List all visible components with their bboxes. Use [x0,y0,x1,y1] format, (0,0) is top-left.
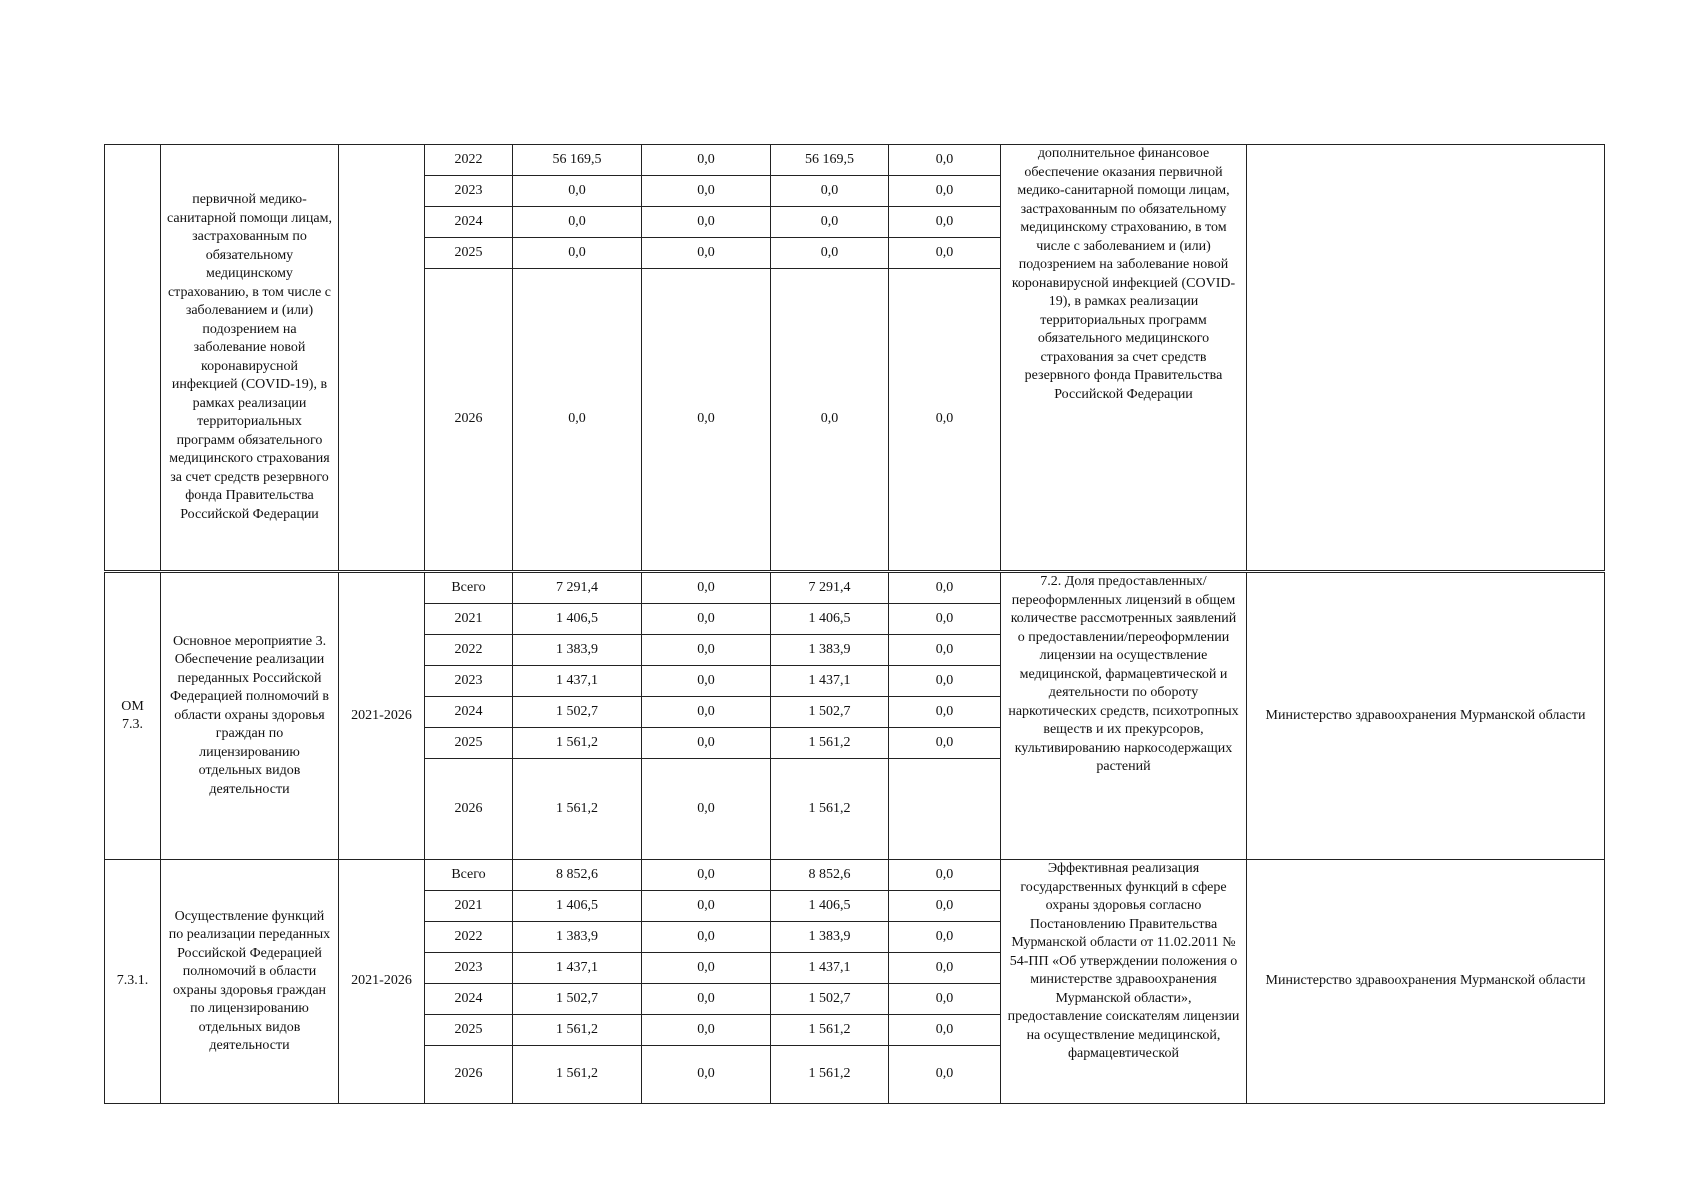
period-cell-text: 2021-2026 [351,973,412,989]
finance-c2-cell-text: 1 406,5 [808,610,851,626]
finance-total-cell [512,268,642,571]
activity-name-cell [160,144,339,571]
finance-c1-cell [641,572,771,604]
finance-total-cell [512,237,642,269]
finance-c3-cell-text: 0,0 [935,672,954,688]
finance-c1-cell-text: 0,0 [697,897,715,913]
finance-c3-cell-text: 0,0 [935,959,954,975]
finance-total-cell-text: 1 406,5 [556,610,598,626]
finance-c1-cell-text: 0,0 [697,990,715,1006]
finance-total-cell-text: 0,0 [568,411,586,427]
finance-c1-cell [641,1045,771,1104]
finance-total-cell-text: 0,0 [568,244,586,260]
finance-c2-cell [770,603,889,635]
finance-c2-cell [770,1045,889,1104]
finance-c2-cell-text: 1 561,2 [808,800,851,816]
finance-total-cell [512,1045,642,1104]
finance-total-cell-text: 1 383,9 [556,928,598,944]
finance-total-cell [512,921,642,953]
finance-c2-cell [770,665,889,697]
finance-c1-cell-text: 0,0 [697,866,715,882]
result-cell-text: Эффективная реализация государственных функций в сфере охраны здоровья согласно Постановлению Правительства Мурманской области от 11.02.2011 № 54-ПП «Об утверждении положения о министерстве здравоохранения Мурманской области», предоставление соискателям лицензии на осуществление медицинской, фармацевтической [1007,861,1240,1061]
finance-total-cell [512,952,642,984]
finance-c3-cell-text: 0,0 [935,641,954,657]
finance-c2-cell [770,144,889,176]
finance-year-cell-text: 2024 [454,703,483,719]
finance-c1-cell [641,859,771,891]
finance-c2-cell [770,175,889,207]
finance-c3-cell [888,1045,1001,1104]
finance-c2-cell-text: 1 383,9 [808,928,851,944]
finance-c3-cell [888,572,1001,604]
finance-c1-cell [641,665,771,697]
finance-c3-cell [888,696,1001,728]
activity-name-cell-text: Осуществление функций по реализации переданных Российской Федерацией полномочий в области охраны здоровья граждан по лицензированию отдельных видов деятельности [168,908,331,1053]
finance-c2-cell-text: 1 437,1 [808,959,851,975]
finance-c3-cell-text: 0,0 [935,213,954,229]
finance-c1-cell [641,758,771,860]
finance-c2-cell [770,952,889,984]
finance-c1-cell-text: 0,0 [697,244,715,260]
finance-c1-cell-text: 0,0 [697,610,715,626]
finance-year-cell [424,175,513,207]
result-cell-text: дополнительное финансовое обеспечение оказания первичной медико-санитарной помощи лицам, застрахованным по обязательному медицинскому страхованию, в том числе с заболеванием и (или) подозрением на заболевание новой коронавирусной инфекцией (COVID-19), в рамках реализации территориальных программ обязательного медицинского страхования за счет средств резервного фонда Правительства Российской Федерации [1011,146,1236,402]
finance-year-cell-text: 2025 [454,1021,483,1037]
row-code-cell [104,572,161,860]
finance-year-cell [424,144,513,176]
finance-c2-cell-text: 56 169,5 [805,151,854,167]
finance-c2-cell [770,859,889,891]
executor-cell-text: Министерство здравоохранения Мурманской области [1265,707,1586,723]
finance-c3-cell-text: 0,0 [935,897,954,913]
finance-year-cell-text: 2023 [454,959,483,975]
finance-year-cell [424,268,513,571]
finance-year-cell [424,1014,513,1046]
finance-c3-cell [888,983,1001,1015]
finance-c2-cell-text: 0,0 [820,411,839,427]
finance-c3-cell-text: 0,0 [935,244,954,260]
executor-cell [1246,144,1605,571]
finance-total-cell-text: 1 383,9 [556,641,598,657]
finance-year-cell-text: 2021 [454,610,483,626]
finance-c1-cell-text: 0,0 [697,1066,715,1082]
finance-c3-cell-text: 0,0 [935,610,954,626]
finance-year-cell-text: 2026 [454,1066,483,1082]
finance-c2-cell [770,206,889,238]
finance-year-cell [424,983,513,1015]
finance-c2-cell [770,983,889,1015]
activity-name-cell-text: первичной медико-санитарной помощи лицам, застрахованным по обязательному медицинскому страхованию, в том числе с заболеванием и (или) подозрением на заболевание новой коронавирусной инфекцией (COVID-19), в рамках реализации территориальных программ обязательного медицинского страхования за счет средств резервного фонда Правительства Российской Федерации [167,192,332,522]
finance-total-cell-text: 0,0 [568,213,586,229]
finance-total-cell-text: 1 561,2 [556,1066,598,1082]
finance-year-cell [424,727,513,759]
finance-total-cell [512,758,642,860]
finance-year-cell-text: Всего [451,579,486,595]
activity-name-cell [160,572,339,860]
finance-c1-cell [641,175,771,207]
finance-total-cell-text: 1 502,7 [556,703,598,719]
finance-c1-cell [641,696,771,728]
finance-total-cell [512,859,642,891]
finance-c2-cell [770,758,889,860]
finance-total-cell-text: 1 437,1 [556,672,598,688]
finance-c1-cell [641,268,771,571]
row-code-cell-text: 7.3.1. [116,973,149,989]
finance-c2-cell-text: 0,0 [820,182,839,198]
finance-c3-cell-text: 0,0 [935,703,954,719]
finance-c2-cell [770,268,889,571]
period-cell [338,144,425,571]
activity-name-cell-text: Основное мероприятие 3. Обеспечение реализации переданных Российской Федерацией полномочий в области охраны здоровья граждан по лицензированию отдельных видов деятельности [170,633,329,797]
program-table [104,144,1604,1104]
finance-c3-cell-text: 0,0 [935,579,954,595]
row-code-cell-text: ОМ 7.3. [121,698,144,732]
finance-year-cell [424,758,513,860]
finance-c2-cell-text: 1 406,5 [808,897,851,913]
finance-c3-cell-text: 0,0 [935,928,954,944]
executor-cell [1246,572,1605,860]
finance-c1-cell-text: 0,0 [697,703,715,719]
finance-c3-cell [888,665,1001,697]
finance-total-cell-text: 1 561,2 [556,800,598,816]
finance-total-cell-text: 1 502,7 [556,990,598,1006]
finance-total-cell [512,603,642,635]
finance-total-cell-text: 1 561,2 [556,1021,598,1037]
finance-c1-cell [641,921,771,953]
finance-year-cell [424,206,513,238]
finance-c2-cell-text: 1 383,9 [808,641,851,657]
finance-year-cell-text: 2024 [454,213,483,229]
finance-c1-cell-text: 0,0 [697,182,715,198]
finance-c2-cell-text: 0,0 [820,244,839,260]
finance-year-cell-text: 2026 [454,800,483,816]
result-cell [1000,144,1247,571]
finance-total-cell-text: 1 406,5 [556,897,598,913]
finance-total-cell [512,175,642,207]
finance-c1-cell-text: 0,0 [697,411,715,427]
finance-c1-cell-text: 0,0 [697,579,715,595]
finance-total-cell [512,572,642,604]
finance-year-cell-text: Всего [451,866,486,882]
finance-c1-cell-text: 0,0 [697,672,715,688]
finance-c3-cell [888,175,1001,207]
executor-cell-text: Министерство здравоохранения Мурманской области [1265,973,1586,989]
finance-year-cell [424,572,513,604]
finance-year-cell [424,921,513,953]
finance-year-cell-text: 2021 [454,897,483,913]
finance-year-cell-text: 2024 [454,990,483,1006]
finance-c2-cell-text: 1 502,7 [808,990,851,1006]
finance-c1-cell-text: 0,0 [697,959,715,975]
finance-c2-cell [770,921,889,953]
finance-year-cell [424,890,513,922]
finance-c1-cell-text: 0,0 [697,213,715,229]
finance-c2-cell-text: 8 852,6 [808,866,851,882]
finance-year-cell [424,237,513,269]
finance-c1-cell [641,983,771,1015]
finance-c2-cell [770,1014,889,1046]
finance-c2-cell [770,696,889,728]
finance-total-cell [512,696,642,728]
finance-c3-cell [888,952,1001,984]
finance-year-cell [424,696,513,728]
finance-c2-cell-text: 1 502,7 [808,703,851,719]
finance-c3-cell-text: 0,0 [935,182,954,198]
finance-c3-cell-text: 0,0 [935,1021,954,1037]
finance-c1-cell [641,890,771,922]
result-cell [1000,572,1247,860]
finance-year-cell-text: 2026 [454,411,483,427]
finance-c1-cell-text: 0,0 [697,1021,715,1037]
finance-c1-cell-text: 0,0 [697,151,715,167]
finance-c3-cell-text: 0,0 [935,1066,954,1082]
finance-c2-cell [770,572,889,604]
finance-year-cell [424,665,513,697]
finance-total-cell-text: 7 291,4 [556,579,598,595]
finance-c3-cell [888,921,1001,953]
finance-total-cell [512,665,642,697]
finance-c1-cell [641,603,771,635]
finance-c3-cell [888,758,1001,860]
finance-c1-cell-text: 0,0 [697,641,715,657]
finance-year-cell [424,859,513,891]
finance-c2-cell [770,634,889,666]
finance-year-cell-text: 2022 [454,928,483,944]
finance-year-cell-text: 2025 [454,734,483,750]
finance-year-cell [424,634,513,666]
finance-c1-cell [641,237,771,269]
finance-c3-cell [888,727,1001,759]
finance-c2-cell-text: 1 561,2 [808,734,851,750]
finance-year-cell-text: 2025 [454,244,483,260]
result-cell-text: 7.2. Доля предоставленных/переоформленных лицензий в общем количестве рассмотренных заявлений о предоставлении/переоформлении лицензии на осуществление медицинской, фармацевтической и деятельности по обороту наркотических средств, психотропных веществ и их прекурсоров, культивированию наркосодержащих растений [1008,574,1239,774]
result-cell [1000,859,1247,1104]
finance-c2-cell-text: 1 437,1 [808,672,851,688]
finance-c1-cell-text: 0,0 [697,734,715,750]
finance-c1-cell [641,1014,771,1046]
finance-year-cell [424,603,513,635]
finance-total-cell-text: 56 169,5 [552,151,602,167]
row-code-cell [104,144,161,571]
finance-c2-cell-text: 0,0 [820,213,839,229]
activity-name-cell [160,859,339,1104]
finance-c3-cell [888,603,1001,635]
finance-c3-cell-text: 0,0 [935,411,954,427]
finance-total-cell [512,634,642,666]
finance-c3-cell [888,634,1001,666]
finance-c1-cell-text: 0,0 [697,800,715,816]
finance-c3-cell [888,144,1001,176]
finance-c2-cell-text: 7 291,4 [808,579,851,595]
finance-c3-cell [888,890,1001,922]
finance-c2-cell [770,727,889,759]
finance-c3-cell-text: 0,0 [935,151,954,167]
finance-total-cell [512,144,642,176]
finance-c1-cell [641,727,771,759]
finance-total-cell [512,206,642,238]
finance-year-cell-text: 2023 [454,182,483,198]
row-code-cell [104,859,161,1104]
finance-total-cell-text: 1 437,1 [556,959,598,975]
finance-c3-cell-text: 0,0 [935,734,954,750]
finance-c3-cell-text: 0,0 [935,990,954,1006]
finance-total-cell-text: 0,0 [568,182,586,198]
finance-total-cell [512,1014,642,1046]
finance-c3-cell [888,206,1001,238]
finance-c1-cell [641,952,771,984]
finance-total-cell-text: 8 852,6 [556,866,598,882]
finance-c1-cell-text: 0,0 [697,928,715,944]
period-cell-text: 2021-2026 [351,707,412,723]
finance-total-cell [512,890,642,922]
executor-cell [1246,859,1605,1104]
finance-c3-cell [888,859,1001,891]
finance-c3-cell [888,1014,1001,1046]
finance-total-cell [512,983,642,1015]
period-cell [338,572,425,860]
finance-total-cell [512,727,642,759]
finance-year-cell [424,1045,513,1104]
finance-c1-cell [641,206,771,238]
period-cell [338,859,425,1104]
finance-c2-cell [770,237,889,269]
finance-c1-cell [641,634,771,666]
finance-year-cell-text: 2022 [454,641,483,657]
finance-c2-cell-text: 1 561,2 [808,1021,851,1037]
finance-c3-cell [888,237,1001,269]
finance-c2-cell [770,890,889,922]
finance-year-cell [424,952,513,984]
finance-c3-cell [888,268,1001,571]
finance-year-cell-text: 2022 [454,151,483,167]
finance-c1-cell [641,144,771,176]
finance-total-cell-text: 1 561,2 [556,734,598,750]
finance-c3-cell-text: 0,0 [935,866,954,882]
finance-year-cell-text: 2023 [454,672,483,688]
finance-c2-cell-text: 1 561,2 [808,1066,851,1082]
